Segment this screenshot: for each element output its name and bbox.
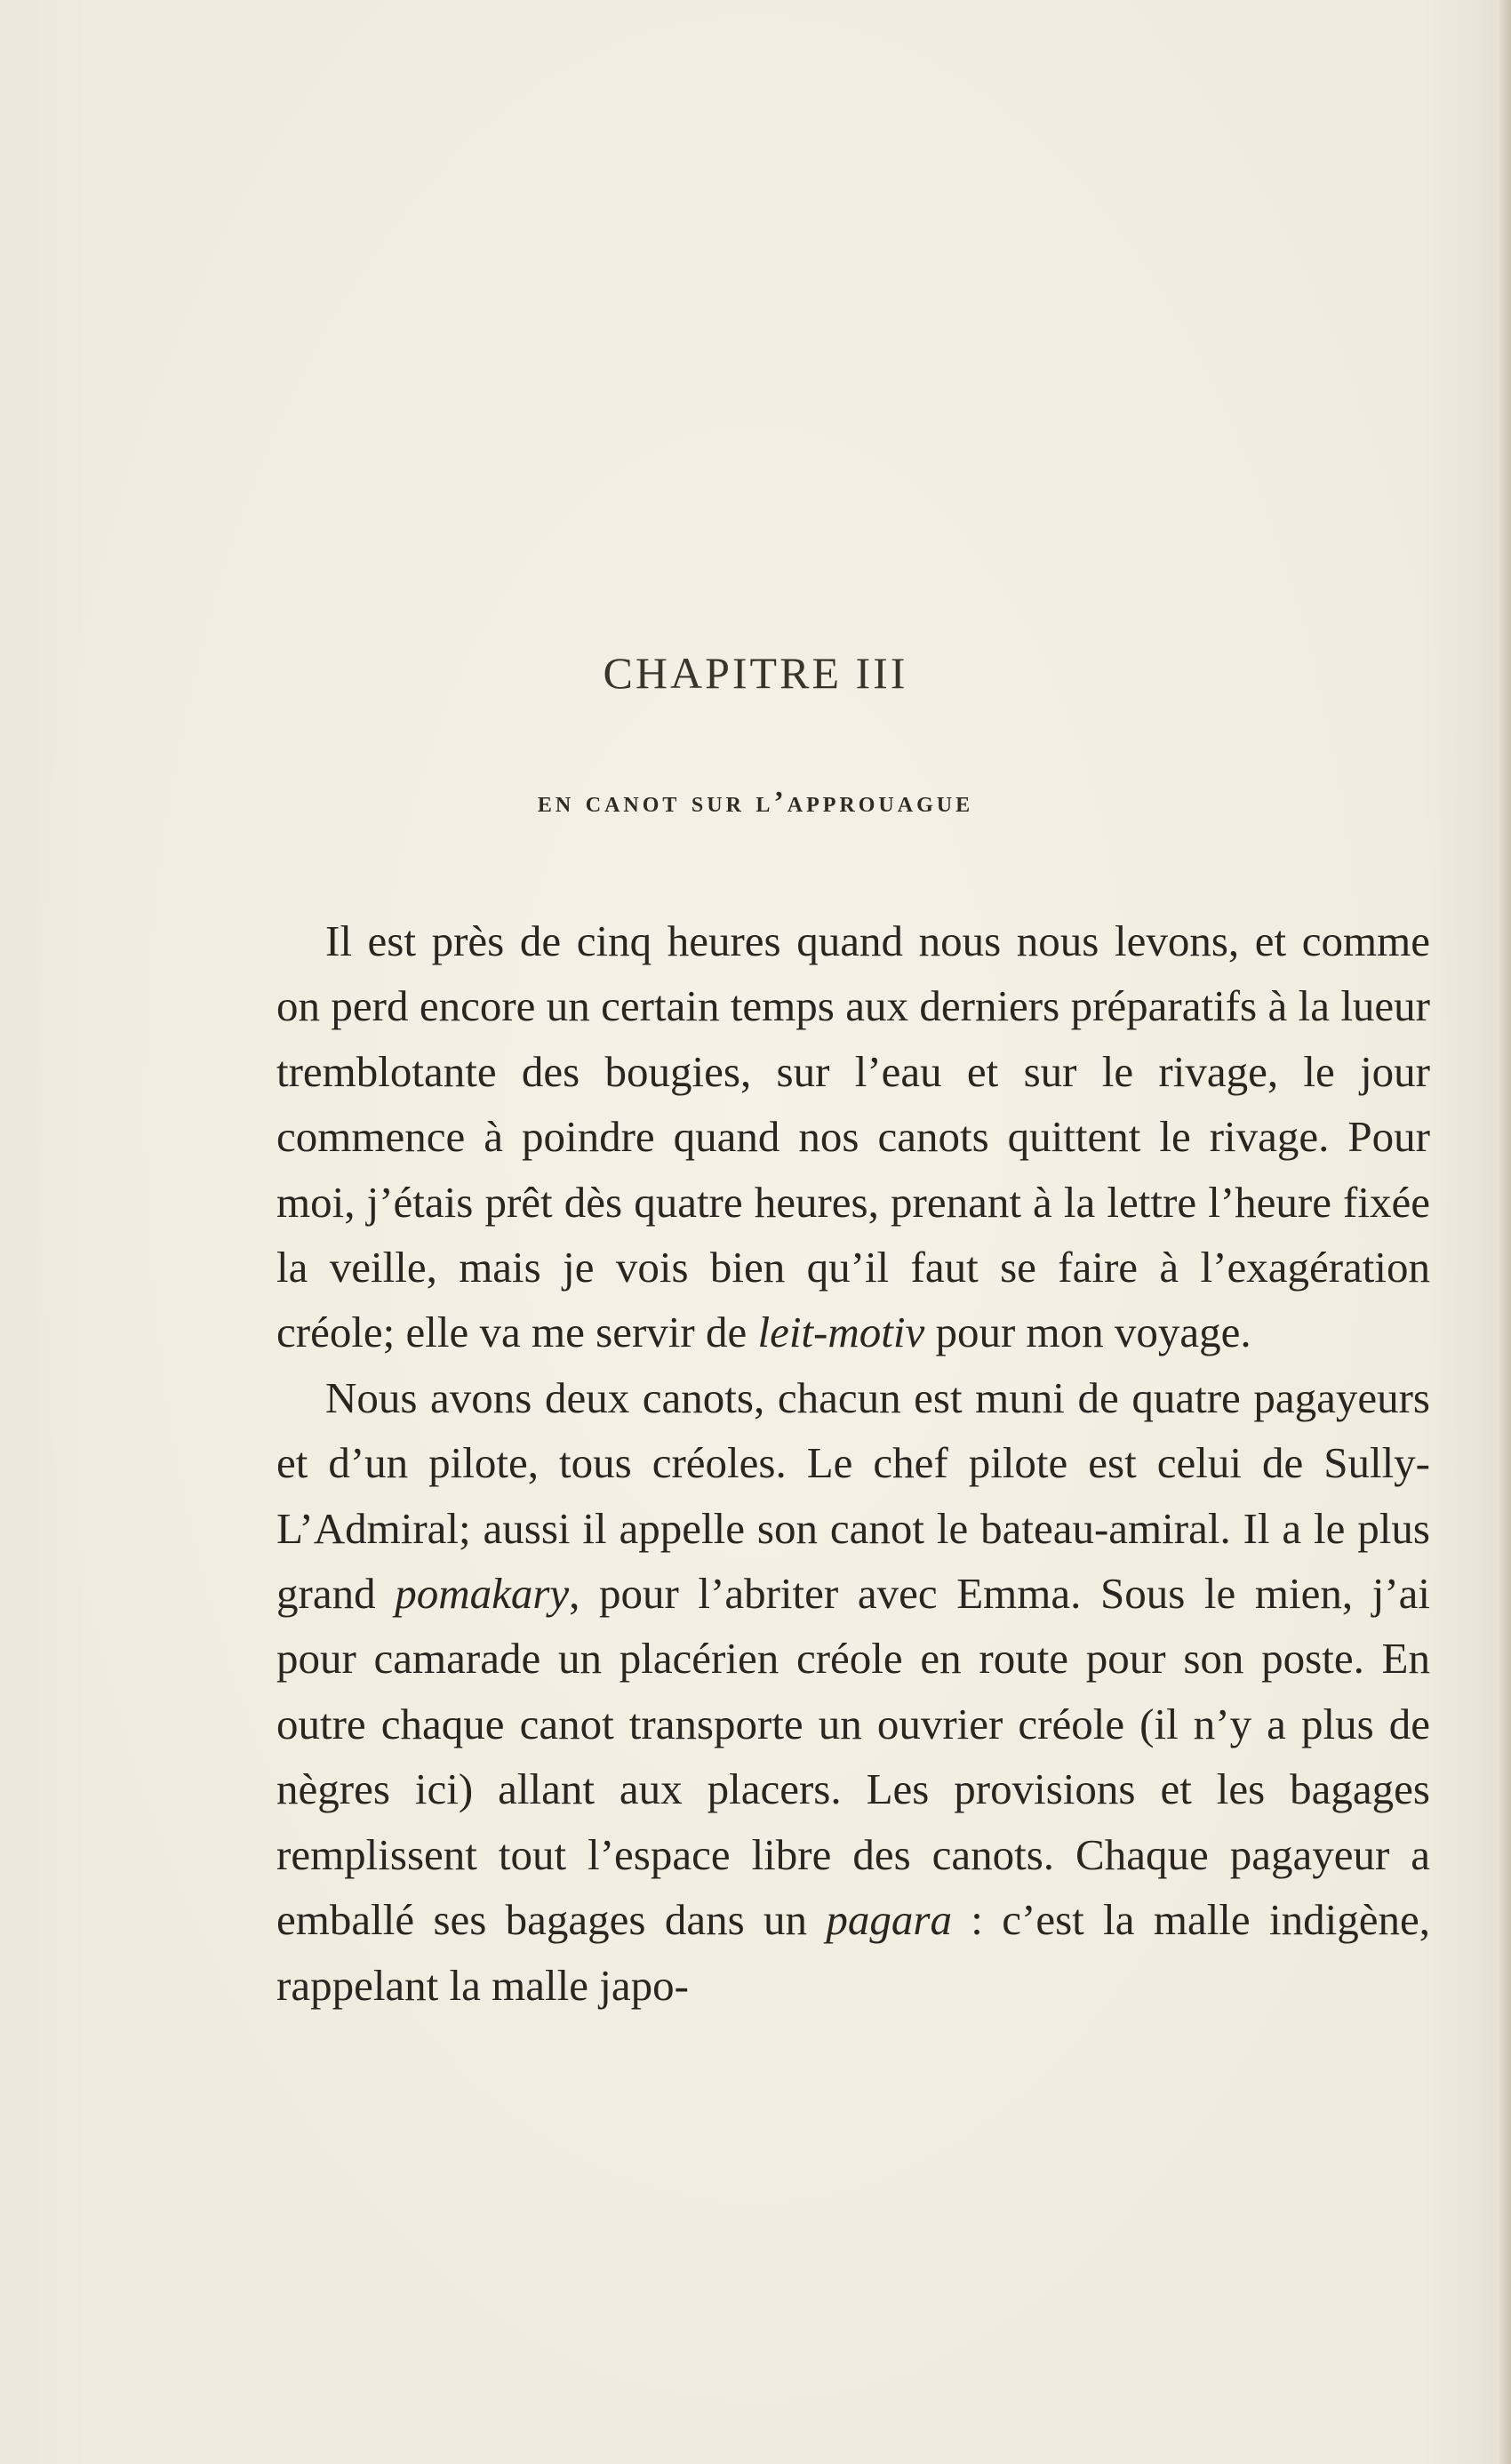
text-segment: Il est près de cinq heures quand nous nous levons, et comme on perd encore un certain temps aux derniers préparatifs à la lueur tremblotante des bougies, sur l’eau et sur le rivage, le jour commence à poindre quand nos canots quittent le rivage. Pour moi, j’étais prêt dès quatre heures, prenant à la lettre l’heure fixée la veille, mais je vois bien qu’il faut se faire à l’exagération créole; elle va me servir de xyxy=(276,916,1430,1357)
text-segment: , pour l’abriter avec Emma. Sous le mien, j’ai pour camarade un placérien créole en route pour son poste. En outre chaque canot transporte un ouvrier créole (il n’y a plus de nègres ici) allant aux placers. Les provisions et les bagages remplissent tout l’espace libre des canots. Chaque pagayeur a emballé ses bagages dans un xyxy=(276,1569,1430,1945)
body-text xyxy=(276,908,1430,2018)
page-edge-shadow xyxy=(1499,0,1511,2464)
text-segment: pour mon voyage. xyxy=(924,1308,1251,1357)
paragraph-2 xyxy=(276,1365,1430,2018)
text-segment: Nous avons deux canots, chacun est muni de quatre pagayeurs et d’un pilote, tous créoles. Le chef pilote est celui de Sully-L’Admiral; aussi il appelle son canot le bateau-amiral. Il a le plus grand xyxy=(276,1372,1430,1619)
paragraph-1 xyxy=(276,908,1430,1365)
chapter-subtitle: en canot sur l’approuague xyxy=(537,786,974,819)
italic-term-pagara: pagara xyxy=(826,1895,952,1945)
italic-term-pomakary: pomakary xyxy=(395,1569,570,1619)
chapter-title: CHAPITRE III xyxy=(603,648,908,698)
italic-term-leit-motiv: leit-motiv xyxy=(757,1308,925,1357)
text-segment: : c’est la malle indigène, rappelant la malle japo- xyxy=(276,1895,1430,2010)
